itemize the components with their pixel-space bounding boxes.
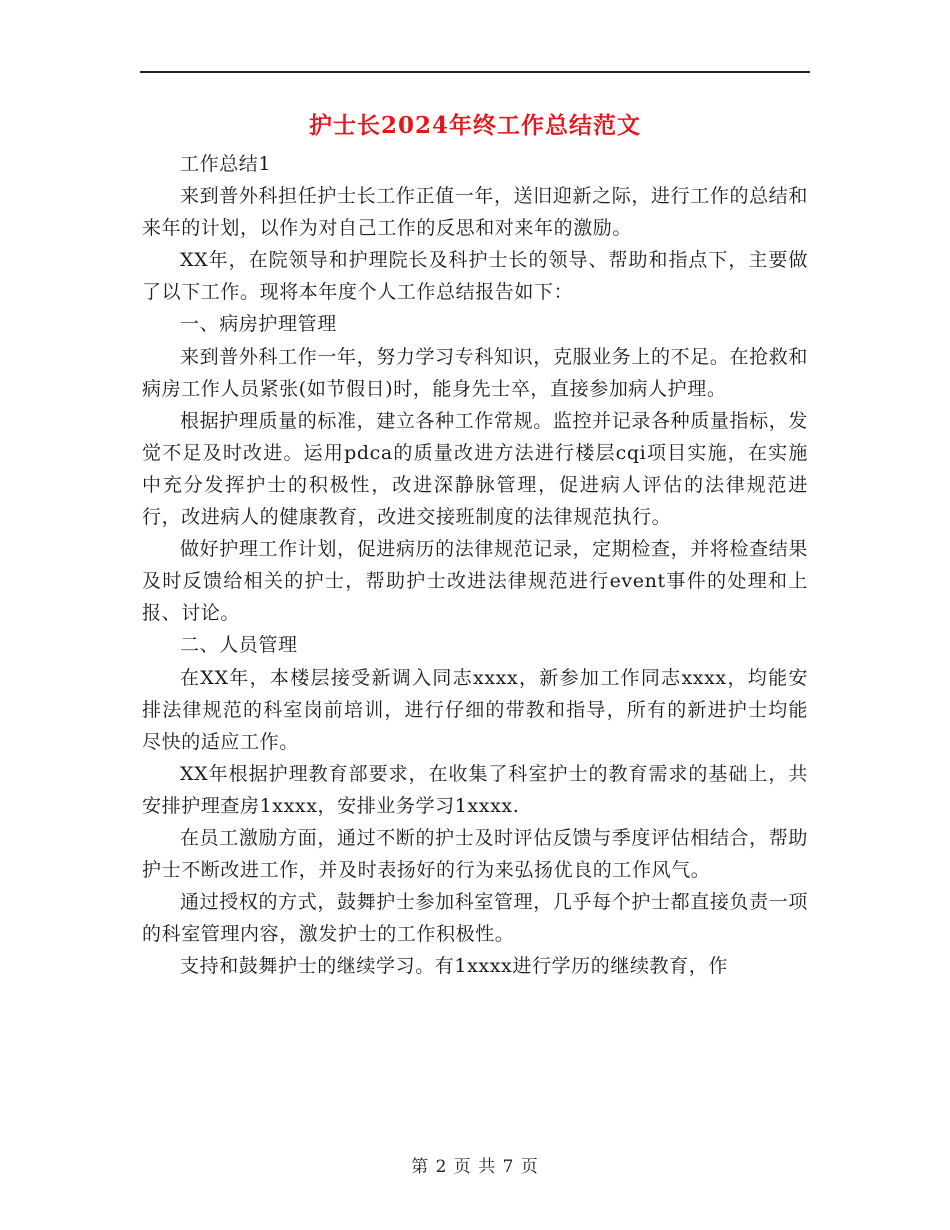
heading-staff-management: 二、人员管理 (180, 634, 298, 657)
document-title: 护士长2024年终工作总结范文 (308, 112, 641, 139)
heading-ward-management: 一、病房护理管理 (180, 313, 337, 336)
paragraph-ward-2: 根据护理质量的标准，建立各种工作常规。监控并记录各种质量指标，发觉不足及时改进。运用pdca的质量改进方法进行楼层cqi项目实施，在实施中充分发挥护士的积极性，改进深静脉管理，促进病人评估的法律规范进行，改进病人的健康教育，改进交接班制度的法律规范执行。 (142, 409, 808, 529)
paragraph-staff-3: 在员工激励方面，通过不断的护士及时评估反馈与季度评估相结合，帮助护士不断改进工作，并及时表扬好的行为来弘扬优良的工作风气。 (142, 826, 808, 882)
paragraph-staff-5: 支持和鼓舞护士的继续学习。有1xxxx进行学历的继续教育，作 (180, 955, 728, 978)
paragraph-ward-1: 来到普外科工作一年，努力学习专科知识，克服业务上的不足。在抢救和病房工作人员紧张(如节假日)时，能身先士卒，直接参加病人护理。 (142, 345, 808, 400)
paragraph-ward-3: 做好护理工作计划，促进病历的法律规范记录，定期检查，并将检查结果及时反馈给相关的护士，帮助护士改进法律规范进行event事件的处理和上报、讨论。 (142, 538, 808, 625)
document-body (142, 148, 808, 982)
paragraph-overview: XX年，在院领导和护理院长及科护士长的领导、帮助和指点下，主要做了以下工作。现将本年度个人工作总结报告如下： (142, 249, 808, 304)
paragraph-section-label: 工作总结1 (180, 153, 272, 175)
paragraph-intro: 来到普外科担任护士长工作正值一年，送旧迎新之际，进行工作的总结和来年的计划，以作为对自己工作的反思和对来年的激励。 (142, 185, 808, 240)
header-rule (140, 71, 810, 73)
paragraph-staff-1: 在XX年，本楼层接受新调入同志xxxx，新参加工作同志xxxx，均能安排法律规范的科室岗前培训，进行仔细的带教和指导，所有的新进护士均能尽快的适应工作。 (142, 666, 808, 753)
paragraph-staff-2: XX年根据护理教育部要求，在收集了科室护士的教育需求的基础上，共安排护理查房1xxxx，安排业务学习1xxxx. (142, 762, 808, 817)
paragraph-staff-4: 通过授权的方式，鼓舞护士参加科室管理，几乎每个护士都直接负责一项的科室管理内容，激发护士的工作积极性。 (142, 891, 808, 946)
page-number: 第 2 页 共 7 页 (411, 1157, 539, 1177)
